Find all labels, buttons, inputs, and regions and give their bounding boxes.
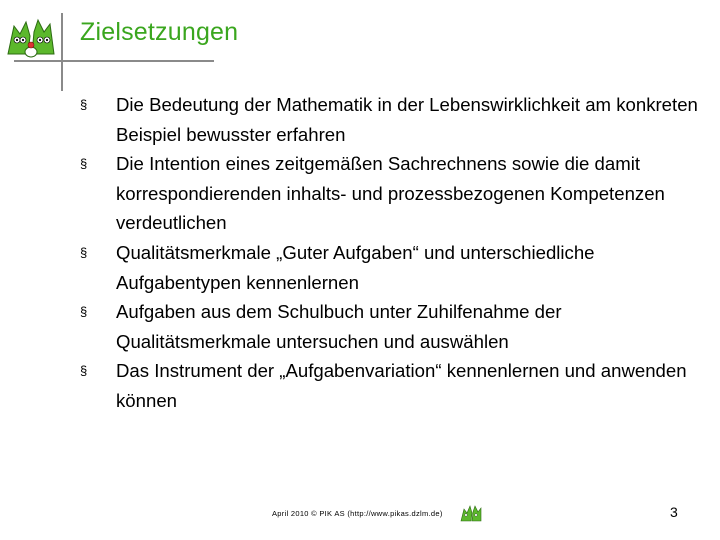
bullet-marker: § [80,97,88,112]
bullet-text: Die Bedeutung der Mathematik in der Lebenswirklichkeit am konkreten Beispiel bewusster erfahren [116,94,698,145]
vertical-rule [61,13,63,91]
pikas-logo-icon [6,14,56,60]
page-number: 3 [670,504,678,520]
bullet-marker: § [80,244,88,260]
bullet-text: Aufgaben aus dem Schulbuch unter Zuhilfenahme der Qualitätsmerkmale untersuchen und auswählen [116,301,562,352]
pikas-small-logo-icon [460,503,482,523]
bullet-marker: § [80,156,88,172]
bullet-text: Das Instrument der „Aufgabenvariation“ kennenlernen und anwenden können [116,360,687,411]
bullet-item [80,90,700,149]
bullet-marker: § [80,363,88,379]
bullet-item [80,149,700,238]
slide-title: Zielsetzungen [80,18,239,46]
bullet-item [80,297,700,356]
bullet-item [80,356,700,415]
bullet-marker: § [80,304,88,320]
bullet-item [80,238,700,297]
horizontal-rule [14,60,214,62]
footer-copyright: April 2010 © PIK AS (http://www.pikas.dzlm.de) [272,509,443,518]
bullet-text: Qualitätsmerkmale „Guter Aufgaben“ und unterschiedliche Aufgabentypen kennenlernen [116,241,595,293]
bullet-list [80,90,700,416]
bullet-text: Die Intention eines zeitgemäßen Sachrechnens sowie die damit korrespondierenden inhalts- und prozessbezogenen Kompetenzen verdeutlichen [116,153,665,234]
